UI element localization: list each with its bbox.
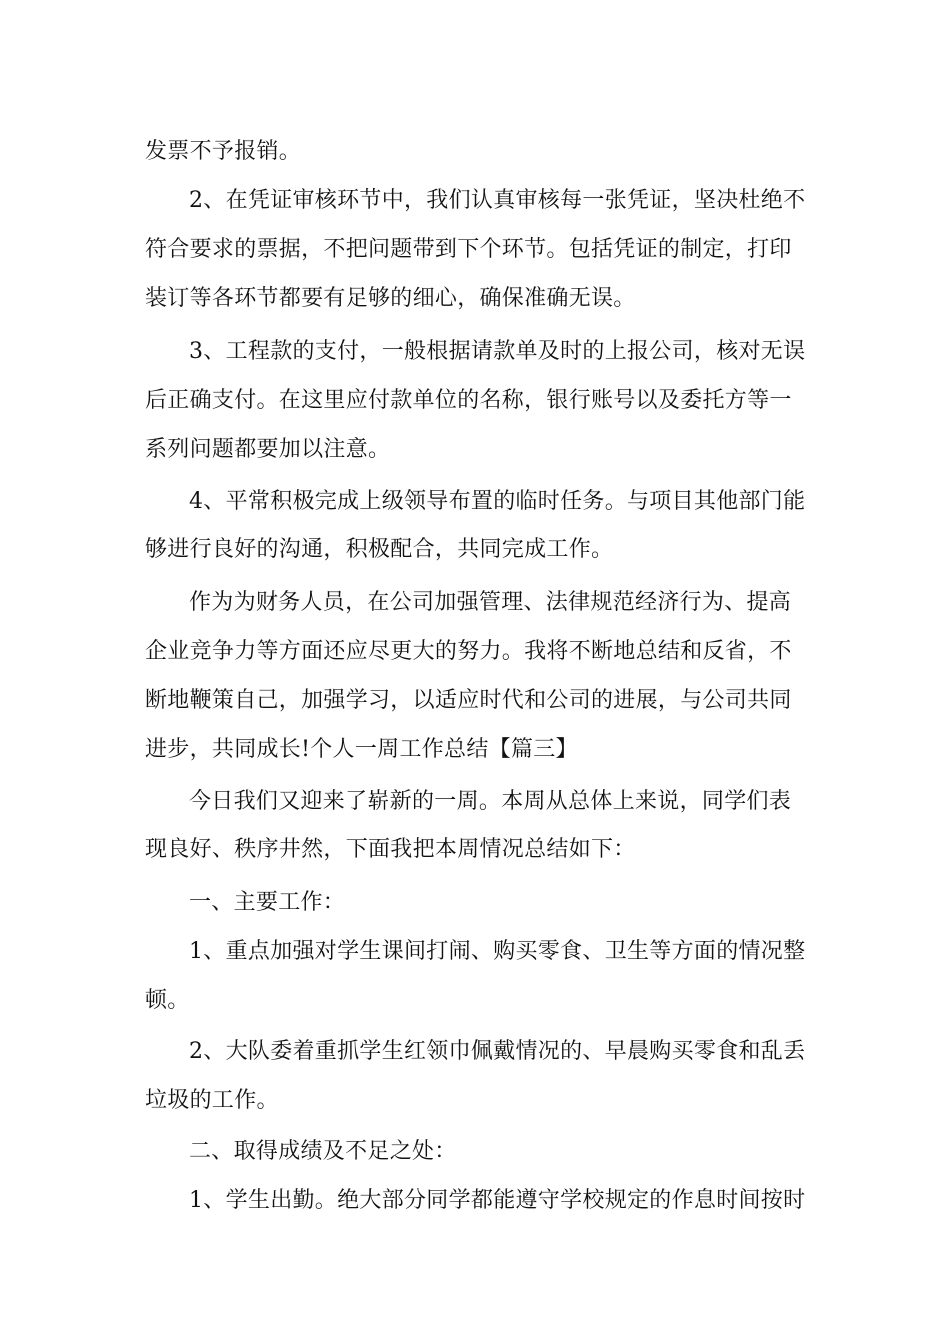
text-line: 够进行良好的沟通，积极配合，共同完成工作。 [145, 537, 614, 562]
text-line: 二、取得成绩及不足之处： [189, 1139, 457, 1164]
text-line: 发票不予报销。 [145, 139, 302, 164]
text-line: 进步，共同成长!个人一周工作总结【篇三】 [145, 737, 578, 762]
text-line: 1、学生出勤。绝大部分同学都能遵守学校规定的作息时间按时 [189, 1188, 806, 1213]
text-line: 4、平常积极完成上级领导布置的临时任务。与项目其他部门能 [189, 489, 806, 514]
text-line: 2、大队委着重抓学生红领巾佩戴情况的、早晨购买零食和乱丢 [189, 1039, 806, 1064]
text-line: 今日我们又迎来了崭新的一周。本周从总体上来说，同学们表 [189, 789, 792, 814]
text-line: 后正确支付。在这里应付款单位的名称，银行账号以及委托方等一 [145, 388, 792, 413]
text-line: 1、重点加强对学生课间打闹、购买零食、卫生等方面的情况整 [189, 939, 806, 964]
text-line: 断地鞭策自己，加强学习，以适应时代和公司的进展，与公司共同 [145, 688, 792, 713]
text-line: 2、在凭证审核环节中，我们认真审核每一张凭证，坚决杜绝不 [189, 188, 806, 213]
text-line: 企业竞争力等方面还应尽更大的努力。我将不断地总结和反省，不 [145, 639, 792, 664]
text-line: 垃圾的工作。 [145, 1088, 279, 1113]
text-line: 现良好、秩序井然，下面我把本周情况总结如下： [145, 837, 636, 862]
text-line: 装订等各环节都要有足够的细心，确保准确无误。 [145, 286, 636, 311]
text-line: 顿。 [145, 988, 190, 1013]
text-line: 3、工程款的支付，一般根据请款单及时的上报公司，核对无误 [189, 339, 806, 364]
text-line: 符合要求的票据，不把问题带到下个环节。包括凭证的制定，打印 [145, 237, 792, 262]
text-line: 作为为财务人员，在公司加强管理、法律规范经济行为、提高 [189, 590, 792, 615]
text-line: 系列问题都要加以注意。 [145, 437, 391, 462]
text-line: 一、主要工作： [189, 890, 346, 915]
